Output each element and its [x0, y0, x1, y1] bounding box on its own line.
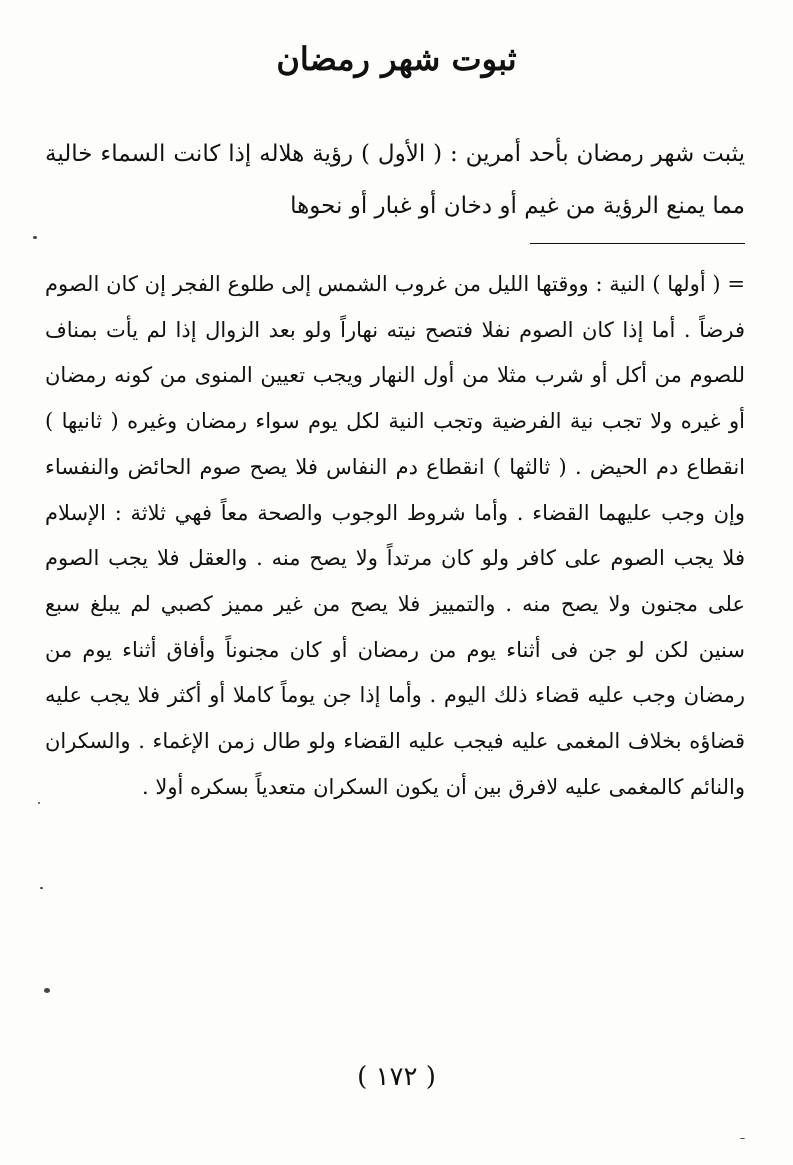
- scan-speck: [740, 1138, 745, 1139]
- scan-speck: [38, 802, 40, 804]
- intro-paragraph: يثبت شهر رمضان بأحد أمرين : ( الأول ) رؤية هلاله إذا كانت السماء خالية مما يمنع الرؤية من غيم أو دخان أو غبار أو نحوها: [45, 141, 745, 219]
- scan-speck: [40, 887, 43, 889]
- footnote-separator: [530, 243, 745, 244]
- scan-speck: [33, 236, 37, 239]
- footnote-paragraph: = ( أولها ) النية : ووقتها الليل من غروب الشمس إلى طلوع الفجر إن كان الصوم فرضاً . أما إذا كان الصوم نفلا فتصح نيته نهاراً ولو بعد الزوال إذا لم يأت بمناف للصوم من أكل أو شرب مثلا من أول النهار ويجب تعيين المنوى من كونه رمضان أو غيره ولا تجب نية الفرضية وتجب النية لكل يوم سواء رمضان وغيره ( ثانيها ) انقطاع دم الحيض . ( ثالثها ) انقطاع دم النفاس فلا يصح صوم الحائض والنفساء وإن وجب عليهما القضاء . وأما شروط الوجوب والصحة معاً فهي ثلاثة : الإسلام فلا يجب الصوم على كافر ولو كان مرتداً ولا يصح منه . والعقل فلا يجب الصوم على مجنون ولا يصح منه . والتمييز فلا يصح من غير مميز كصبي لم يبلغ سبع سنين لكن لو جن فى أثناء يوم من رمضان أو كان مجنوناً وأفاق أثناء يوم من رمضان وجب عليه قضاء ذلك اليوم . وأما إذا جن يوماً كاملا أو أكثر فلا يجب عليه قضاؤه بخلاف المغمى عليه فيجب عليه القضاء ولو طال زمن الإغماء . والسكران والنائم كالمغمى عليه لافرق بين أن يكون السكران متعدياً بسكره أولا .: [45, 272, 745, 799]
- page-title: ثبوت شهر رمضان: [276, 40, 517, 78]
- scan-speck: [44, 988, 50, 993]
- page-number: ( ١٧٢ ): [357, 1062, 436, 1092]
